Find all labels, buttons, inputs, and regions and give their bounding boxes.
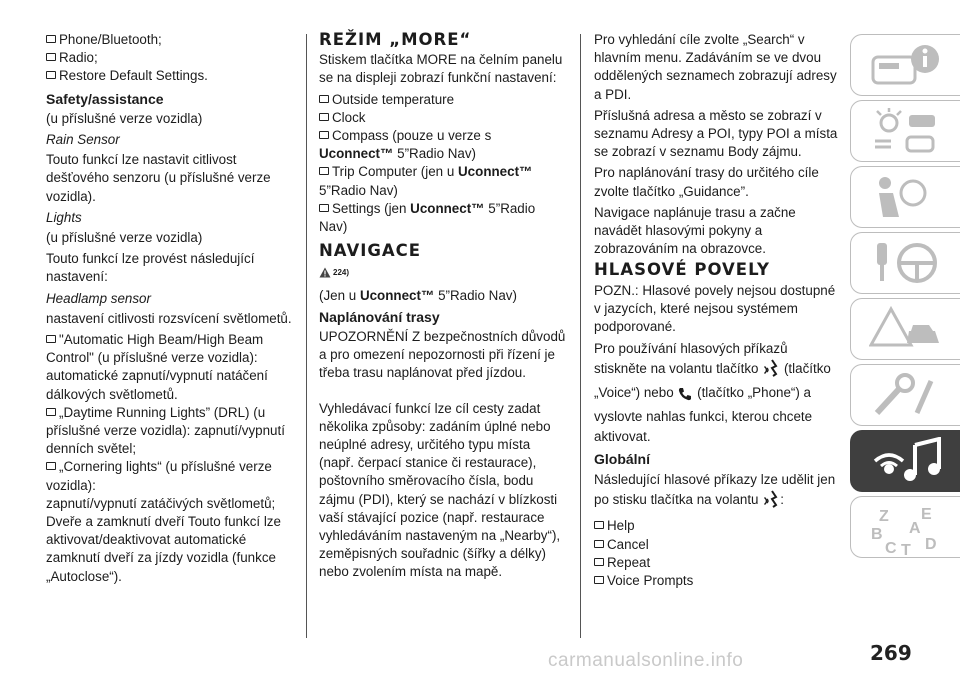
doors-text: Dveře a zamknutí dveří Touto funkcí lze aktivovat/deaktivovat automatické zamknutí dveří za jízdy vozidla (funkce „Autoclose“). xyxy=(46,514,281,584)
bullet-icon xyxy=(319,204,329,212)
global-text: Následující hlasové příkazy lze udělit jen po stisku tlačítka na volantu : xyxy=(594,470,842,514)
voice-heading: HLASOVÉ POVELY xyxy=(594,260,770,280)
bullet-icon xyxy=(319,113,329,121)
cornering-text: zapnutí/vypnutí zatáčivých světlometů; xyxy=(46,495,276,511)
index-letter: Z xyxy=(879,508,889,525)
nav-heading: NAVIGACE xyxy=(319,241,422,261)
list-item: Help xyxy=(594,517,842,535)
index-letters-icon xyxy=(869,503,949,559)
list-item: „Daytime Running Lights” (DRL) (u příslušné verze vozidla): zapnutí/vypnutí denních světel; xyxy=(46,404,285,457)
plan-heading: Naplánování trasy xyxy=(319,308,440,325)
voice-note: POZN.: Hlasové povely nejsou dostupné v jazycích, které nejsou systémem podporované. xyxy=(594,282,836,335)
bullet-icon xyxy=(46,335,56,343)
list-item: Outside temperature xyxy=(319,91,567,109)
voice-command-icon xyxy=(763,359,779,383)
phone-icon xyxy=(678,387,692,407)
search-text: Vyhledávací funkcí lze cíl cesty zadat několika způsoby: zadáním úplné nebo neúplné adresy, určitého typu místa (např. čerpací stanice či restaurace), poštovního směrovacího čísla, bodu zájmu (PDI), který se nachází v blízkosti vaší stávající pozice (např. restaurace vyhledáváním nastaveným na „Nearby“), zeměpisných souřadnic (šířky a délky) nebo zvolením místa na mapě. xyxy=(319,400,561,580)
index-letter: E xyxy=(921,506,932,523)
dashboard-lights-icon xyxy=(869,107,949,157)
multimedia-icon xyxy=(869,437,949,487)
bullet-icon xyxy=(319,167,329,175)
headlamp-heading: Headlamp sensor xyxy=(46,290,151,306)
bullet-icon xyxy=(594,521,604,529)
voice-command-icon xyxy=(763,490,779,514)
lights-heading: Lights xyxy=(46,209,82,225)
watermark: carmanualsonline.info xyxy=(548,650,744,671)
tab-info[interactable] xyxy=(850,34,960,96)
warning-triangle-car-icon xyxy=(869,305,949,355)
index-letter: D xyxy=(925,536,937,553)
index-letter: B xyxy=(871,526,883,543)
tab-dashboard-lights[interactable] xyxy=(850,100,960,162)
list-item: Compass (pouze u verze s Uconnect™ 5”Radio Nav) xyxy=(319,128,492,162)
bullet-icon xyxy=(319,131,329,139)
index-letter: C xyxy=(885,540,897,557)
paragraph: Navigace naplánuje trasu a začne navádět hlasovými pokyny a zobrazováním na obrazovce. xyxy=(594,204,796,257)
column-1 xyxy=(46,31,298,589)
airbag-icon xyxy=(869,173,949,223)
safety-note: (u příslušné verze vozidla) xyxy=(46,110,203,126)
warning-icon xyxy=(319,267,331,278)
bullet-icon xyxy=(594,558,604,566)
list-item: Restore Default Settings. xyxy=(46,67,298,85)
list-item: Settings (jen Uconnect™ 5”Radio Nav) xyxy=(319,200,536,235)
bullet-icon xyxy=(46,462,56,470)
info-icon xyxy=(869,41,949,91)
paragraph: Pro vyhledání cíle zvolte „Search“ v hlavním menu. Zadáváním se ve dvou oddělených seznamech zobrazují adresy a PDI. xyxy=(594,32,837,102)
list-item: Repeat xyxy=(594,554,842,572)
safety-heading: Safety/assistance xyxy=(46,90,164,107)
plan-text: UPOZORNĚNÍ Z bezpečnostních důvodů a pro omezení nepozornosti při řízení je třeba trasu naplánovat před jízdou. xyxy=(319,329,566,381)
column-3 xyxy=(594,31,842,590)
bullet-icon xyxy=(594,576,604,584)
nav-note: (Jen u Uconnect™ 5”Radio Nav) xyxy=(319,287,517,303)
list-item: Cancel xyxy=(594,536,842,554)
tools-icon xyxy=(869,371,949,421)
lights-text: Touto funkcí lze provést následující nastavení: xyxy=(46,251,255,285)
tab-multimedia[interactable] xyxy=(850,430,960,492)
bullet-icon xyxy=(594,540,604,548)
key-steering-wheel-icon xyxy=(869,239,949,289)
column-divider xyxy=(580,34,581,638)
list-item: Trip Computer (jen u Uconnect™ 5”Radio Nav) xyxy=(319,164,533,198)
bullet-icon xyxy=(46,35,56,43)
list-item: Clock xyxy=(319,109,567,127)
list-item: Phone/Bluetooth; xyxy=(46,31,298,49)
paragraph: Pro naplánování trasy do určitého cíle zvolte tlačítko „Guidance”. xyxy=(594,165,819,199)
page-number: 269 xyxy=(870,641,912,665)
rain-heading: Rain Sensor xyxy=(46,132,120,148)
index-letter: T xyxy=(901,542,911,559)
headlamp-text: nastavení citlivosti rozsvícení světlometů. xyxy=(46,310,292,326)
list-item: Voice Prompts xyxy=(594,572,842,590)
column-divider xyxy=(306,34,307,638)
lights-note: (u příslušné verze vozidla) xyxy=(46,230,203,246)
paragraph: Příslušná adresa a město se zobrazí v seznamu Adresy a POI, typy POI a místa se zobrazí v seznamu Body zájmu. xyxy=(594,107,838,160)
bullet-icon xyxy=(46,71,56,79)
list-item: „Cornering lights“ (u příslušné verze vozidla): xyxy=(46,459,272,493)
more-text: Stiskem tlačítka MORE na čelním panelu se na displeji zobrazí funkční nastavení: xyxy=(319,52,563,86)
tab-key-steering[interactable] xyxy=(850,232,960,294)
bullet-icon xyxy=(46,408,56,416)
rain-text: Touto funkcí lze nastavit citlivost dešťového senzoru (u příslušné verze vozidla). xyxy=(46,152,271,204)
column-2 xyxy=(319,31,567,585)
more-heading: REŽIM „MORE“ xyxy=(319,30,472,49)
tab-warning-car[interactable] xyxy=(850,298,960,360)
bullet-icon xyxy=(46,53,56,61)
list-item: "Automatic High Beam/High Beam Control" (u příslušné verze vozidla): automatické zapnutí/vypnutí natáčení dálkových světlometů. xyxy=(46,332,268,402)
global-heading: Globální xyxy=(594,451,650,468)
bullet-icon xyxy=(319,95,329,103)
tab-airbag[interactable] xyxy=(850,166,960,228)
tab-tools[interactable] xyxy=(850,364,960,426)
tab-index[interactable] xyxy=(850,496,960,558)
warning-ref: 224) xyxy=(319,264,349,282)
list-item: Radio; xyxy=(46,49,298,67)
index-letter: A xyxy=(909,520,921,537)
voice-text: Pro používání hlasových příkazů stiskněte na volantu tlačítko (tlačítko „Voice“) nebo (tlačítko „Phone“) a vyslovte nahlas funkci, kterou chcete aktivovat. xyxy=(594,341,831,445)
